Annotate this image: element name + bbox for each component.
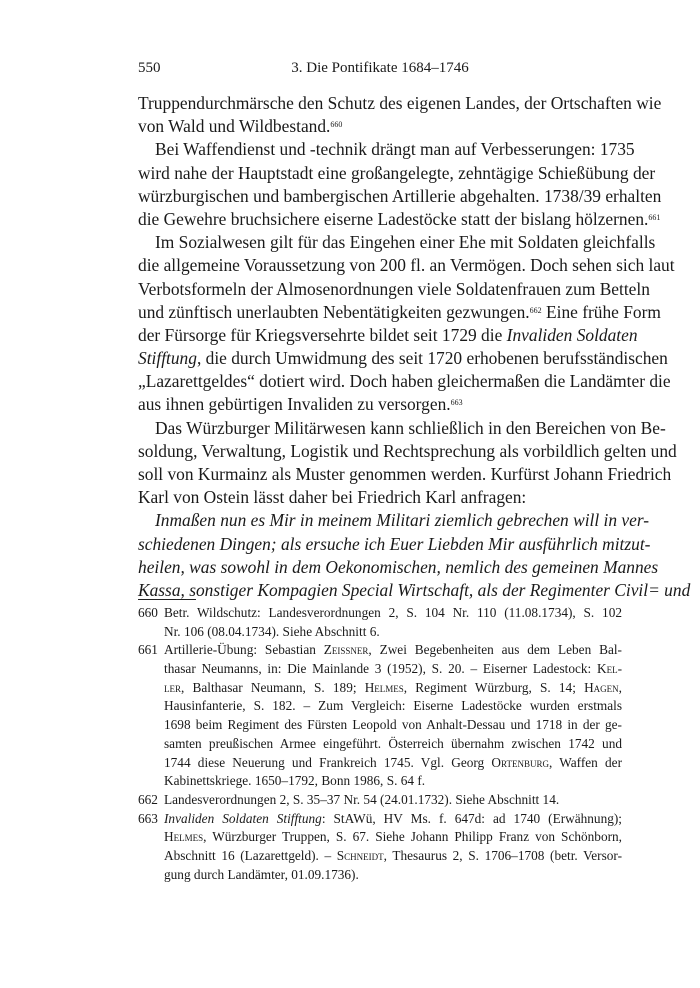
footnote-number: 660 [138,605,158,620]
text-line: Das Würzburger Militärwesen kann schließlich in den Bereichen von Be- [155,417,666,438]
footnote-660: 660 Betr. Wildschutz: Landesverordnungen 2, S. 104 Nr. 110 (11.08.1734), S. 102 [138,604,622,623]
footnote-line: 1744 diese Neuerung und Frankreich 1745. Vgl. Georg Ortenburg, Waffen der [164,754,622,770]
running-title: 3. Die Pontifikate 1684–1746 [291,60,469,76]
text-line: Stifftung, die durch Umwidmung des seit 1720 erhobenen berufsständischen [138,348,668,369]
text-line: soll von Kurmainz als Muster genommen werden. Kurfürst Johann Friedrich [138,464,672,484]
text-line: Bei Waffendienst und -technik drängt man auf Verbesserungen: 1735 [155,139,635,160]
footnote-line: Kabinettskriege. 1650–1792, Bonn 1986, S. 64 f. [164,773,426,789]
author-name: Helmes [164,829,204,845]
main-text [138,92,691,602]
quote-line: Inmaßen nun es Mir in meinem Militari ziemlich gebrechen will in ver- [155,510,650,531]
author-name: Kel- [596,661,622,677]
footnote-line: Abschnitt 16 (Lazarettgeld). – Schneidt, Thesaurus 2, S. 1706–1708 (betr. Versor- [164,847,622,863]
footnote-line: Hausinfanterie, S. 182. – Zum Vergleich: Eiserne Ladestöcke wurden erstmals [164,698,622,714]
footnote-661: 661 Artillerie-Übung: Sebastian Zeissner, Zwei Begebenheiten aus dem Leben Bal- [138,641,622,660]
author-name: Hagen [584,679,619,695]
page-number: 550 [138,60,161,76]
quote-line: heilen, was sowohl in dem Oekonomischen, nemlich des gemeinen Mannes [138,556,659,577]
text-line: würzburgischen und bambergischen Artillerie abgehalten. 1738/39 erhalten [138,185,662,206]
text-line: Verbotsformeln der Almosenordnungen viele Soldatenfrauen zum Betteln [138,278,650,299]
footnote-line: samten preußischen Armee eingeführt. Österreich übernahm zwischen 1742 und [164,735,622,751]
italic-term: Invaliden Soldaten Stifftung [164,810,322,826]
footnote-line: thasar Neumanns, in: Die Mainlande 3 (1952), S. 20. – Eiserner Ladestock: Kel- [164,661,622,677]
footnote-line: ler, Balthasar Neumann, S. 189; Helmes, Regiment Würzburg, S. 14; Hagen, [164,679,622,695]
author-name: Schneidt [336,847,384,863]
text-line: Karl von Ostein lässt daher bei Friedrich Karl anfragen: [138,487,527,508]
footnote-line: Helmes, Würzburger Truppen, S. 67. Siehe Johann Philipp Franz von Schönborn, [164,829,622,845]
page-header [138,60,622,84]
text-line: Im Sozialwesen gilt für das Eingehen einer Ehe mit Soldaten gleichfalls [155,232,656,253]
footnote-divider [138,599,196,600]
author-name: Ortenburg [491,754,549,770]
footnote-662: 662 Landesverordnungen 2, S. 35–37 Nr. 54 (24.01.1732). Siehe Abschnitt 14. [138,791,622,810]
text-line: die Gewehre bruchsichere eiserne Ladestöcke statt der bislang hölzernen.$^{661}$ [138,208,661,229]
author-name: Zeissner [323,642,369,658]
footnote-line: gung durch Landämter, 01.09.1736). [164,866,359,882]
footnote-663: 663 Invaliden Soldaten Stifftung: StAWü, HV Ms. f. 647d: ad 1740 (Erwähnung); [138,810,622,829]
quote-line: Kassa, sonstiger Kompagien Special Wirtschaft, als der Regimenter Civil= und [138,579,691,600]
text-line: soldung, Verwaltung, Logistik und Rechtsprechung als vorbildlich gelten und [138,440,677,461]
footnote-line: 1698 beim Regiment des Fürsten Leopold von Anhalt-Dessau und 1718 in der ge- [164,717,622,733]
text-line: aus ihnen gebürtigen Invaliden zu versorgen.$^{663}$ [138,394,463,415]
footnote-ref-660[interactable]: 660 [330,120,343,130]
text-line: wird nahe der Hauptstadt eine großangelegte, zehntägige Schießübung der [138,162,656,183]
author-name: Helmes [364,679,404,695]
text-line: und zünftisch unerlaubten Nebentätigkeiten gezwungen.$^{662}$ Eine frühe Form [138,301,661,322]
italic-term: Invaliden Soldaten [506,324,638,345]
footnotes [138,604,622,884]
footnote-ref-662[interactable]: 662 [529,305,542,315]
text-line: „Lazarettgeldes“ dotiert wird. Doch haben gleichermaßen die Landämter die [138,371,671,392]
footnote-ref-661[interactable]: 661 [648,212,661,222]
text-line: von Wald und Wildbestand.$^{660}$ [138,116,343,137]
footnote-number: 663 [138,810,158,826]
text-line: die allgemeine Voraussetzung von 200 fl. an Vermögen. Doch sehen sich laut [138,255,675,276]
footnote-number: 662 [138,791,158,807]
text-line: Truppendurchmärsche den Schutz des eigenen Landes, der Ortschaften wie [138,93,662,113]
footnote-number: 661 [138,642,158,658]
italic-term: Stifftung [138,348,197,369]
footnote-ref-663[interactable]: 663 [450,398,463,408]
quote-line: schiedenen Dingen; als ersuche ich Euer Liebden Mir ausführlich mitzut- [138,533,651,554]
text-line: der Fürsorge für Kriegsversehrte bildet seit 1729 die Invaliden Soldaten [138,324,638,345]
footnote-line: Nr. 106 (08.04.1734). Siehe Abschnitt 6. [164,623,380,639]
author-name: ler [164,679,181,695]
